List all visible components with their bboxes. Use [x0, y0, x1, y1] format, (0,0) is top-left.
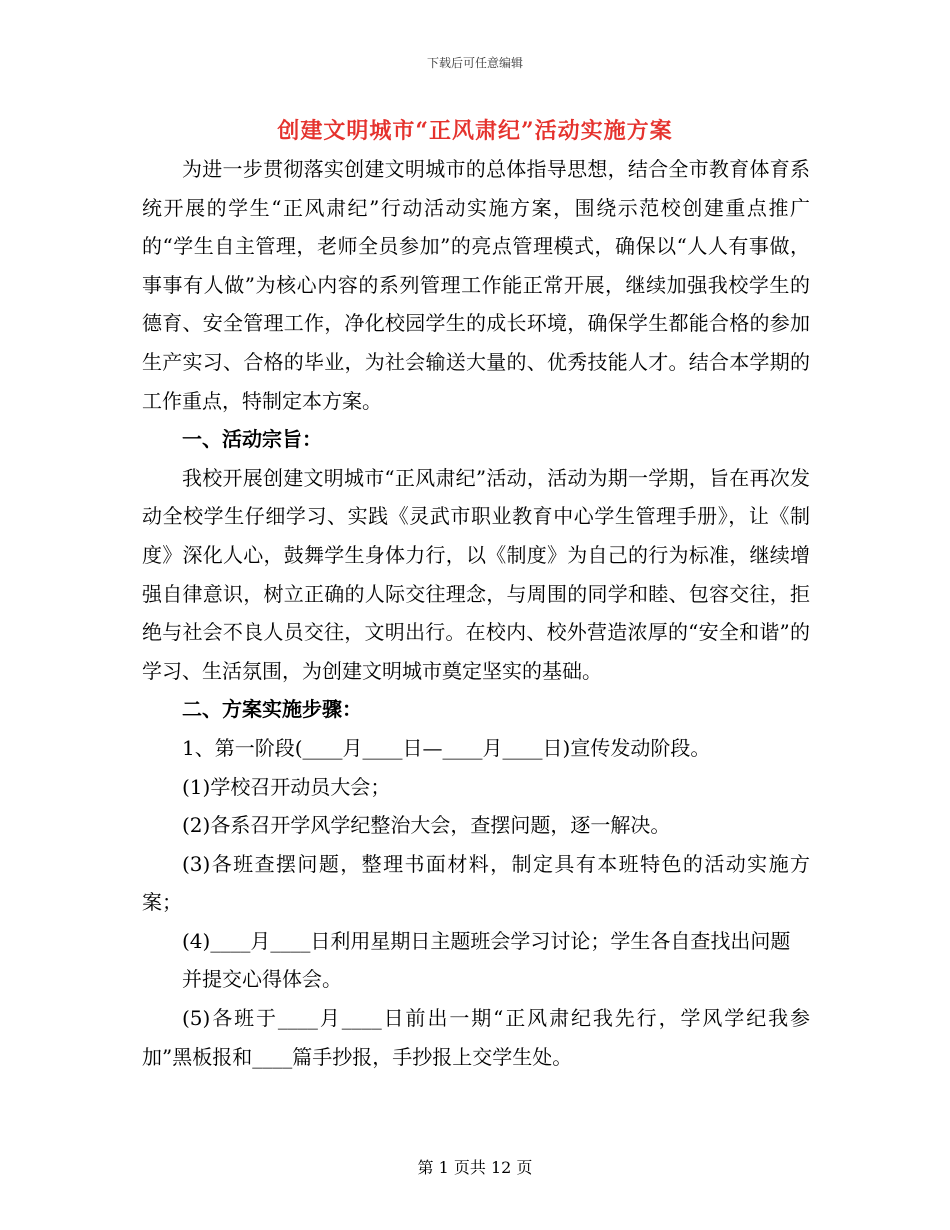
intro-paragraph: 为进一步贯彻落实创建文明城市的总体指导思想，结合全市教育体育系统开展的学生“正风肃纪”行动活动实施方案，围绕示范校创建重点推广的“学生自主管理，老师全员参加”的亮点管理模式，确保以“人人有事做，事事有人做”为核心内容的系列管理工作能正常开展，继续加强我校学生的德育、安全管理工作，净化校园学生的成长环境，确保学生都能合格的参加生产实习、合格的毕业，为社会输送大量的、优秀技能人才。结合本学期的工作重点，特制定本方案。 — [142, 157, 810, 413]
step-item-4: (4)____月____日利用星期日主题班会学习讨论；学生各自查找出问题 — [182, 928, 791, 953]
section-heading-purpose: 一、活动宗旨： — [182, 427, 322, 452]
step-phase-1: 1、第一阶段(____月____日—____月____日)宣传发动阶段。 — [182, 735, 711, 760]
step-item-1: (1)学校召开动员大会； — [182, 774, 391, 799]
step-item-4-continued: 并提交心得体会。 — [182, 967, 342, 992]
step-item-2: (2)各系召开学风学纪整治大会，查摆问题，逐一解决。 — [182, 813, 671, 838]
purpose-paragraph: 我校开展创建文明城市“正风肃纪”活动，活动为期一学期，旨在再次发动全校学生仔细学习、实践《灵武市职业教育中心学生管理手册》，让《制度》深化人心，鼓舞学生身体力行，以《制度》为自己的行为标准，继续增强自律意识，树立正确的人际交往理念，与周围的同学和睦、包容交往，拒绝与社会不良人员交往，文明出行。在校内、校外营造浓厚的“安全和谐”的学习、生活氛围，为创建文明城市奠定坚实的基础。 — [142, 465, 810, 683]
step-item-5: (5)各班于____月____日前出一期“正风肃纪我先行，学风学纪我参加”黑板报和____篇手抄报，手抄报上交学生处。 — [142, 1006, 810, 1069]
document-body — [142, 150, 810, 1076]
header-note: 下载后可任意编辑 — [426, 56, 523, 70]
step-item-3: (3)各班查摆问题，整理书面材料，制定具有本班特色的活动实施方案； — [142, 851, 810, 915]
page-footer: 第 1 页共 12 页 — [417, 1158, 533, 1177]
section-heading-steps: 二、方案实施步骤： — [182, 697, 362, 722]
document-title: 创建文明城市“正风肃纪”活动实施方案 — [277, 118, 673, 144]
